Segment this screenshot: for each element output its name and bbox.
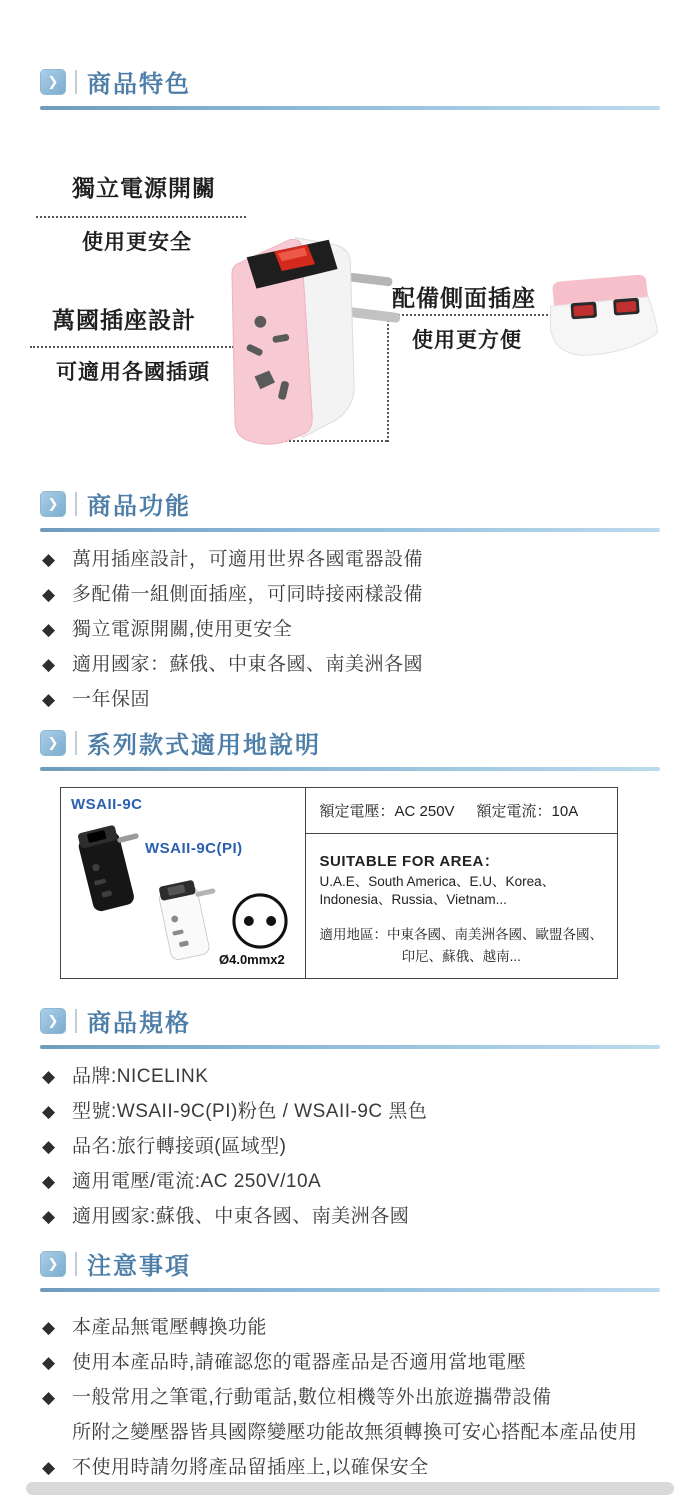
functions-list	[42, 546, 700, 713]
applicable-region-line2: 印尼、蘇俄、越南...	[401, 949, 521, 964]
list-item: ◆ 適用國家：蘇俄、中東各國、南美洲各國	[42, 651, 700, 678]
list-item: ◆ 獨立電源開關,使用更安全	[42, 616, 700, 643]
section-header-specs	[40, 1003, 700, 1038]
diamond-bullet-icon: ◆	[42, 585, 56, 604]
diamond-bullet-icon: ◆	[42, 1207, 56, 1226]
main-adapter-image	[190, 212, 405, 457]
applicable-region-line1: 適用地區：中東各國、南美洲各國、歐盟各國、	[319, 927, 603, 942]
series-comparison-table	[60, 787, 618, 979]
list-item: ◆ 品牌:NICELINK	[42, 1063, 700, 1090]
feature-label-power-switch: 獨立電源開關	[72, 175, 216, 201]
section-underline	[40, 1288, 660, 1292]
list-item-continuation: 所附之變壓器皆具國際變壓功能故無須轉換可安心搭配本產品使用	[72, 1422, 638, 1443]
specs-list	[42, 1063, 700, 1230]
section-title-series: 系列款式適用地說明	[87, 732, 321, 759]
header-divider	[75, 492, 77, 516]
feature-sublabel-safer: 使用更安全	[82, 231, 192, 254]
list-item: ◆ 本產品無電壓轉換功能	[42, 1314, 700, 1341]
feature-diagram	[0, 118, 700, 478]
header-divider	[75, 1252, 77, 1276]
diamond-bullet-icon: ◆	[42, 1353, 56, 1372]
chevron-right-icon: ❯	[40, 491, 66, 517]
chevron-right-icon: ❯	[40, 69, 66, 95]
table-cell-ratings	[306, 788, 618, 978]
model-label-pink: WSAII-9C(PI)	[145, 840, 243, 857]
diamond-bullet-icon: ◆	[42, 620, 56, 639]
chevron-right-icon: ❯	[40, 1008, 66, 1034]
diamond-bullet-icon: ◆	[42, 1388, 56, 1407]
rating-row	[306, 788, 618, 834]
list-item: ◆ 適用電壓/電流:AC 250V/10A	[42, 1168, 700, 1195]
list-item: ◆ 使用本產品時,請確認您的電器產品是否適用當地電壓	[42, 1349, 700, 1376]
list-item: ◆ 品名:旅行轉接頭(區域型)	[42, 1133, 700, 1160]
diamond-bullet-icon: ◆	[42, 655, 56, 674]
section-title-functions: 商品功能	[87, 493, 191, 520]
section-underline	[40, 767, 660, 771]
page-bottom-divider	[26, 1482, 674, 1495]
section-header-features	[40, 64, 700, 99]
diamond-bullet-icon: ◆	[42, 690, 56, 709]
list-item: ◆ 多配備一組側面插座，可同時接兩樣設備	[42, 581, 700, 608]
diamond-bullet-icon: ◆	[42, 1137, 56, 1156]
rated-current: 額定電流：10A	[476, 803, 579, 820]
section-underline	[40, 1045, 660, 1049]
suitable-area-title: SUITABLE FOR AREA：	[319, 853, 500, 870]
section-title-features: 商品特色	[87, 71, 191, 98]
table-cell-models	[61, 788, 306, 978]
white-adapter-image	[147, 866, 223, 966]
suitable-area-list: U.A.E、South America、E.U、Korea、Indonesia、Russia、Vietnam...	[319, 874, 556, 907]
section-title-specs: 商品規格	[87, 1010, 191, 1037]
side-socket-adapter-image	[526, 270, 668, 365]
section-header-functions	[40, 486, 700, 521]
diamond-bullet-icon: ◆	[42, 1458, 56, 1477]
black-adapter-image	[65, 814, 149, 914]
section-underline	[40, 106, 660, 110]
diamond-bullet-icon: ◆	[42, 1102, 56, 1121]
suitable-area-box	[306, 834, 618, 965]
header-divider	[75, 1009, 77, 1033]
plug-pin-spec: Ø4.0mmx2	[219, 952, 285, 967]
list-item: ◆ 適用國家:蘇俄、中東各國、南美洲各國	[42, 1203, 700, 1230]
notes-list	[42, 1314, 700, 1481]
chevron-right-icon: ❯	[40, 1251, 66, 1277]
feature-sublabel-convenient: 使用更方便	[412, 329, 522, 352]
section-header-notes	[40, 1246, 700, 1281]
diamond-bullet-icon: ◆	[42, 1318, 56, 1337]
diamond-bullet-icon: ◆	[42, 1067, 56, 1086]
feature-label-universal-socket: 萬國插座設計	[52, 307, 196, 333]
list-item: ◆ 一年保固	[42, 686, 700, 713]
rated-voltage: 額定電壓：AC 250V	[319, 803, 455, 820]
section-underline	[40, 528, 660, 532]
model-label-black: WSAII-9C	[71, 796, 143, 813]
feature-label-side-socket: 配備側面插座	[392, 285, 536, 311]
diamond-bullet-icon: ◆	[42, 550, 56, 569]
header-divider	[75, 731, 77, 755]
chevron-right-icon: ❯	[40, 730, 66, 756]
euro-plug-outline-icon	[229, 890, 291, 952]
section-title-notes: 注意事項	[87, 1253, 191, 1280]
list-item: ◆ 萬用插座設計，可適用世界各國電器設備	[42, 546, 700, 573]
feature-sublabel-all-plugs: 可適用各國插頭	[56, 361, 210, 384]
section-header-series	[40, 725, 700, 760]
list-item: ◆ 型號:WSAII-9C(PI)粉色 / WSAII-9C 黑色	[42, 1098, 700, 1125]
list-item: ◆ 一般常用之筆電,行動電話,數位相機等外出旅遊攜帶設備	[42, 1384, 700, 1411]
list-item: ◆ 不使用時請勿將產品留插座上,以確保安全	[42, 1454, 700, 1481]
header-divider	[75, 70, 77, 94]
diamond-bullet-icon: ◆	[42, 1172, 56, 1191]
